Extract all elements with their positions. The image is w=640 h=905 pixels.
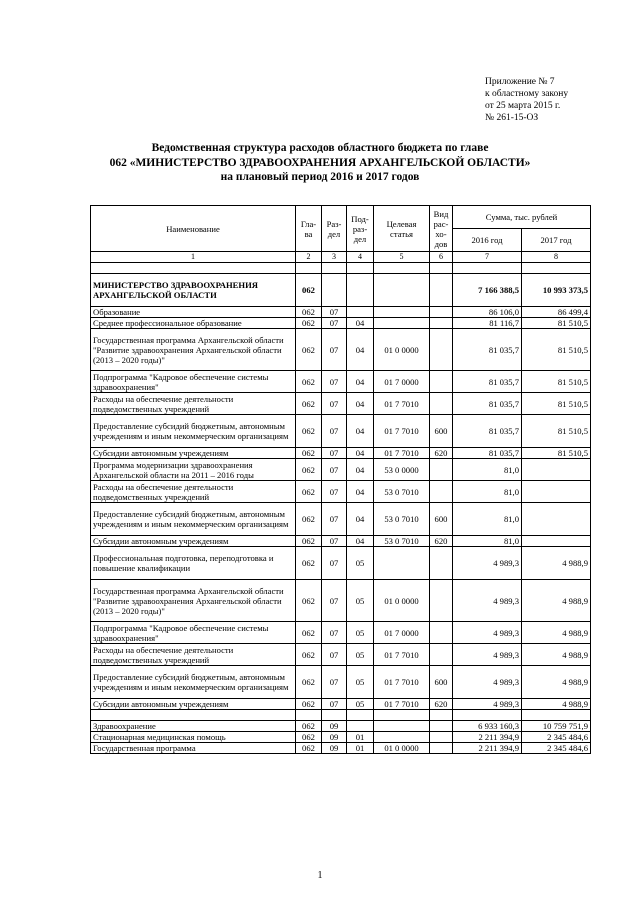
cell-vid — [430, 307, 453, 318]
cell-name: Предоставление субсидий бюджетным, автономным учреждениям и иным некоммерческим организациям — [91, 666, 296, 699]
header-name: Наименование — [91, 206, 296, 252]
cell-glava: 062 — [296, 307, 322, 318]
cell-glava: 062 — [296, 503, 322, 536]
column-number: 3 — [322, 252, 347, 263]
cell-y2017: 81 510,5 — [522, 448, 591, 459]
cell-razdel: 09 — [322, 743, 347, 754]
cell-y2016: 4 989,3 — [453, 699, 522, 710]
cell-razdel: 07 — [322, 393, 347, 415]
table-row — [91, 580, 591, 622]
cell-vid: 600 — [430, 415, 453, 448]
cell-y2017: 2 345 484,6 — [522, 732, 591, 743]
cell-article: 01 0 0000 — [374, 743, 430, 754]
cell-glava: 062 — [296, 481, 322, 503]
document-title — [0, 141, 640, 185]
cell-article: 01 7 7010 — [374, 699, 430, 710]
table-row — [91, 536, 591, 547]
cell-razdel — [322, 274, 347, 307]
cell-y2016: 7 166 388,5 — [453, 274, 522, 307]
cell-podrazdel: 04 — [347, 536, 374, 547]
cell-article — [374, 547, 430, 580]
cell-y2017: 2 345 484,6 — [522, 743, 591, 754]
table-row — [91, 644, 591, 666]
cell-y2017: 10 759 751,9 — [522, 721, 591, 732]
header-article: Целевая статья — [374, 206, 430, 252]
cell-vid — [430, 481, 453, 503]
annex-header — [485, 76, 568, 124]
spacer-row — [91, 263, 591, 274]
cell-article: 53 0 7010 — [374, 503, 430, 536]
cell-y2017 — [522, 481, 591, 503]
cell-article: 01 7 0000 — [374, 622, 430, 644]
cell-y2016: 81,0 — [453, 536, 522, 547]
header-podrazdel: Под-раз-дел — [347, 206, 374, 252]
cell-podrazdel: 05 — [347, 699, 374, 710]
spacer-row — [91, 710, 591, 721]
cell-article: 01 0 0000 — [374, 329, 430, 371]
cell-podrazdel: 01 — [347, 732, 374, 743]
cell-glava: 062 — [296, 459, 322, 481]
cell-name: Субсидии автономным учреждениям — [91, 699, 296, 710]
cell-vid — [430, 743, 453, 754]
cell-name: Профессиональная подготовка, переподготовка и повышение квалификации — [91, 547, 296, 580]
cell-y2017 — [522, 536, 591, 547]
cell-vid — [430, 644, 453, 666]
cell-y2016: 2 211 394,9 — [453, 732, 522, 743]
table-row — [91, 721, 591, 732]
cell-y2017 — [522, 503, 591, 536]
cell-razdel: 07 — [322, 699, 347, 710]
budget-table — [90, 205, 591, 754]
cell-name: Государственная программа Архангельской области "Развитие здравоохранения Архангельской области (2013 – 2020 годы)" — [91, 329, 296, 371]
table-row — [91, 459, 591, 481]
cell-y2017: 81 510,5 — [522, 329, 591, 371]
cell-y2016: 81 035,7 — [453, 448, 522, 459]
cell-vid — [430, 274, 453, 307]
header-sum: Сумма, тыс. рублей — [453, 206, 591, 229]
cell-article: 53 0 0000 — [374, 459, 430, 481]
cell-razdel: 07 — [322, 459, 347, 481]
cell-y2017: 4 988,9 — [522, 622, 591, 644]
table-row — [91, 415, 591, 448]
cell-razdel: 07 — [322, 503, 347, 536]
cell-name: Подпрограмма "Кадровое обеспечение системы здравоохранения" — [91, 371, 296, 393]
cell-article: 53 0 7010 — [374, 481, 430, 503]
table-row — [91, 699, 591, 710]
cell-y2017: 81 510,5 — [522, 393, 591, 415]
cell-y2017: 81 510,5 — [522, 371, 591, 393]
cell-name: Расходы на обеспечение деятельности подведомственных учреждений — [91, 644, 296, 666]
column-number: 1 — [91, 252, 296, 263]
cell-podrazdel: 04 — [347, 329, 374, 371]
cell-glava: 062 — [296, 415, 322, 448]
cell-name: МИНИСТЕРСТВО ЗДРАВООХРАНЕНИЯ АРХАНГЕЛЬСКОЙ ОБЛАСТИ — [91, 274, 296, 307]
cell-article: 01 7 7010 — [374, 393, 430, 415]
cell-glava: 062 — [296, 721, 322, 732]
cell-glava: 062 — [296, 743, 322, 754]
table-row — [91, 732, 591, 743]
cell-y2016: 81,0 — [453, 459, 522, 481]
cell-razdel: 07 — [322, 481, 347, 503]
cell-article — [374, 732, 430, 743]
cell-glava: 062 — [296, 580, 322, 622]
cell-vid — [430, 371, 453, 393]
table-row — [91, 743, 591, 754]
cell-podrazdel: 05 — [347, 622, 374, 644]
cell-y2017: 4 988,9 — [522, 644, 591, 666]
cell-glava: 062 — [296, 644, 322, 666]
cell-y2017: 4 988,9 — [522, 547, 591, 580]
cell-podrazdel: 04 — [347, 393, 374, 415]
cell-glava: 062 — [296, 393, 322, 415]
cell-name: Предоставление субсидий бюджетным, автономным учреждениям и иным некоммерческим организациям — [91, 415, 296, 448]
cell-vid: 600 — [430, 503, 453, 536]
cell-name: Среднее профессиональное образование — [91, 318, 296, 329]
table-row — [91, 307, 591, 318]
cell-y2016: 4 989,3 — [453, 547, 522, 580]
cell-glava: 062 — [296, 536, 322, 547]
title-line: Ведомственная структура расходов областного бюджета по главе — [151, 142, 489, 154]
column-number: 8 — [522, 252, 591, 263]
annex-line: к областному закону — [485, 89, 569, 99]
column-numbers-row — [91, 252, 591, 263]
cell-article — [374, 318, 430, 329]
cell-podrazdel: 04 — [347, 481, 374, 503]
cell-y2016: 81 035,7 — [453, 329, 522, 371]
cell-podrazdel: 04 — [347, 503, 374, 536]
cell-glava: 062 — [296, 274, 322, 307]
cell-article — [374, 307, 430, 318]
cell-razdel: 07 — [322, 666, 347, 699]
cell-vid — [430, 580, 453, 622]
cell-razdel: 07 — [322, 547, 347, 580]
cell-y2017: 4 988,9 — [522, 666, 591, 699]
cell-vid: 620 — [430, 536, 453, 547]
cell-podrazdel: 05 — [347, 547, 374, 580]
cell-name: Расходы на обеспечение деятельности подведомственных учреждений — [91, 393, 296, 415]
cell-name: Предоставление субсидий бюджетным, автономным учреждениям и иным некоммерческим организациям — [91, 503, 296, 536]
cell-name: Образование — [91, 307, 296, 318]
cell-name: Подпрограмма "Кадровое обеспечение системы здравоохранения" — [91, 622, 296, 644]
cell-vid — [430, 547, 453, 580]
cell-y2016: 4 989,3 — [453, 580, 522, 622]
cell-name: Программа модернизации здравоохранения Архангельской области на 2011 – 2016 годы — [91, 459, 296, 481]
table-row — [91, 371, 591, 393]
cell-y2016: 81 035,7 — [453, 393, 522, 415]
table-row — [91, 547, 591, 580]
table-row — [91, 448, 591, 459]
table-row — [91, 622, 591, 644]
cell-article: 01 7 7010 — [374, 644, 430, 666]
cell-y2016: 81,0 — [453, 503, 522, 536]
cell-razdel: 07 — [322, 644, 347, 666]
cell-glava: 062 — [296, 318, 322, 329]
annex-line: № 261-15-ОЗ — [485, 113, 539, 123]
cell-name: Государственная программа Архангельской области "Развитие здравоохранения Архангельской области (2013 – 2020 годы)" — [91, 580, 296, 622]
cell-razdel: 07 — [322, 371, 347, 393]
cell-glava: 062 — [296, 699, 322, 710]
cell-y2016: 81 035,7 — [453, 371, 522, 393]
cell-podrazdel — [347, 274, 374, 307]
cell-vid: 600 — [430, 666, 453, 699]
cell-article: 01 7 7010 — [374, 448, 430, 459]
cell-vid — [430, 721, 453, 732]
cell-y2016: 2 211 394,9 — [453, 743, 522, 754]
cell-razdel: 07 — [322, 622, 347, 644]
header-2016: 2016 год — [453, 229, 522, 252]
column-number: 6 — [430, 252, 453, 263]
cell-y2017: 86 499,4 — [522, 307, 591, 318]
cell-article — [374, 721, 430, 732]
cell-podrazdel: 04 — [347, 371, 374, 393]
cell-y2016: 81 116,7 — [453, 318, 522, 329]
cell-vid — [430, 459, 453, 481]
header-glava: Гла-ва — [296, 206, 322, 252]
cell-razdel: 07 — [322, 307, 347, 318]
cell-y2017: 10 993 373,5 — [522, 274, 591, 307]
cell-razdel: 07 — [322, 448, 347, 459]
cell-glava: 062 — [296, 371, 322, 393]
cell-name: Субсидии автономным учреждениям — [91, 448, 296, 459]
cell-podrazdel: 04 — [347, 415, 374, 448]
cell-razdel: 07 — [322, 318, 347, 329]
annex-line: Приложение № 7 — [485, 77, 555, 87]
column-number: 2 — [296, 252, 322, 263]
cell-y2016: 4 989,3 — [453, 666, 522, 699]
cell-article: 01 0 0000 — [374, 580, 430, 622]
cell-razdel: 07 — [322, 329, 347, 371]
cell-podrazdel: 05 — [347, 580, 374, 622]
cell-podrazdel: 04 — [347, 459, 374, 481]
cell-podrazdel: 05 — [347, 666, 374, 699]
cell-vid — [430, 393, 453, 415]
cell-article — [374, 274, 430, 307]
cell-y2016: 86 106,0 — [453, 307, 522, 318]
cell-razdel: 09 — [322, 732, 347, 743]
cell-vid — [430, 732, 453, 743]
cell-vid: 620 — [430, 699, 453, 710]
title-line: 062 «МИНИСТЕРСТВО ЗДРАВООХРАНЕНИЯ АРХАНГЕЛЬСКОЙ ОБЛАСТИ» — [109, 156, 531, 169]
cell-y2017: 81 510,5 — [522, 415, 591, 448]
cell-razdel: 07 — [322, 415, 347, 448]
cell-razdel: 07 — [322, 580, 347, 622]
annex-line: от 25 марта 2015 г. — [485, 101, 561, 111]
header-razdel: Раз-дел — [322, 206, 347, 252]
title-line: на плановый период 2016 и 2017 годов — [220, 171, 420, 183]
cell-vid — [430, 318, 453, 329]
cell-vid: 620 — [430, 448, 453, 459]
cell-glava: 062 — [296, 329, 322, 371]
cell-y2017: 81 510,5 — [522, 318, 591, 329]
cell-article: 01 7 0000 — [374, 371, 430, 393]
table-row — [91, 666, 591, 699]
column-number: 7 — [453, 252, 522, 263]
cell-y2016: 81,0 — [453, 481, 522, 503]
cell-y2017 — [522, 459, 591, 481]
cell-glava: 062 — [296, 666, 322, 699]
cell-podrazdel — [347, 307, 374, 318]
cell-article: 01 7 7010 — [374, 415, 430, 448]
table-row — [91, 481, 591, 503]
header-2017: 2017 год — [522, 229, 591, 252]
table-row — [91, 503, 591, 536]
cell-y2016: 6 933 160,3 — [453, 721, 522, 732]
cell-article: 01 7 7010 — [374, 666, 430, 699]
cell-glava: 062 — [296, 732, 322, 743]
header-vid: Вид рас-хо-дов — [430, 206, 453, 252]
cell-glava: 062 — [296, 547, 322, 580]
column-number: 4 — [347, 252, 374, 263]
cell-vid — [430, 329, 453, 371]
cell-article: 53 0 7010 — [374, 536, 430, 547]
cell-podrazdel: 04 — [347, 448, 374, 459]
cell-name: Расходы на обеспечение деятельности подведомственных учреждений — [91, 481, 296, 503]
table-row — [91, 393, 591, 415]
cell-y2016: 4 989,3 — [453, 644, 522, 666]
cell-glava: 062 — [296, 448, 322, 459]
cell-name: Субсидии автономным учреждениям — [91, 536, 296, 547]
cell-glava: 062 — [296, 622, 322, 644]
cell-y2017: 4 988,9 — [522, 699, 591, 710]
page-number: 1 — [317, 870, 323, 881]
table-row — [91, 318, 591, 329]
cell-name: Стационарная медицинская помощь — [91, 732, 296, 743]
cell-razdel: 07 — [322, 536, 347, 547]
cell-name: Здравоохранение — [91, 721, 296, 732]
cell-podrazdel — [347, 721, 374, 732]
cell-name: Государственная программа — [91, 743, 296, 754]
column-number: 5 — [374, 252, 430, 263]
cell-vid — [430, 622, 453, 644]
cell-y2016: 4 989,3 — [453, 622, 522, 644]
cell-razdel: 09 — [322, 721, 347, 732]
table-row — [91, 274, 591, 307]
cell-podrazdel: 04 — [347, 318, 374, 329]
cell-podrazdel: 05 — [347, 644, 374, 666]
table-row — [91, 329, 591, 371]
cell-y2017: 4 988,9 — [522, 580, 591, 622]
budget-table-body — [91, 263, 591, 754]
cell-y2016: 81 035,7 — [453, 415, 522, 448]
cell-podrazdel: 01 — [347, 743, 374, 754]
